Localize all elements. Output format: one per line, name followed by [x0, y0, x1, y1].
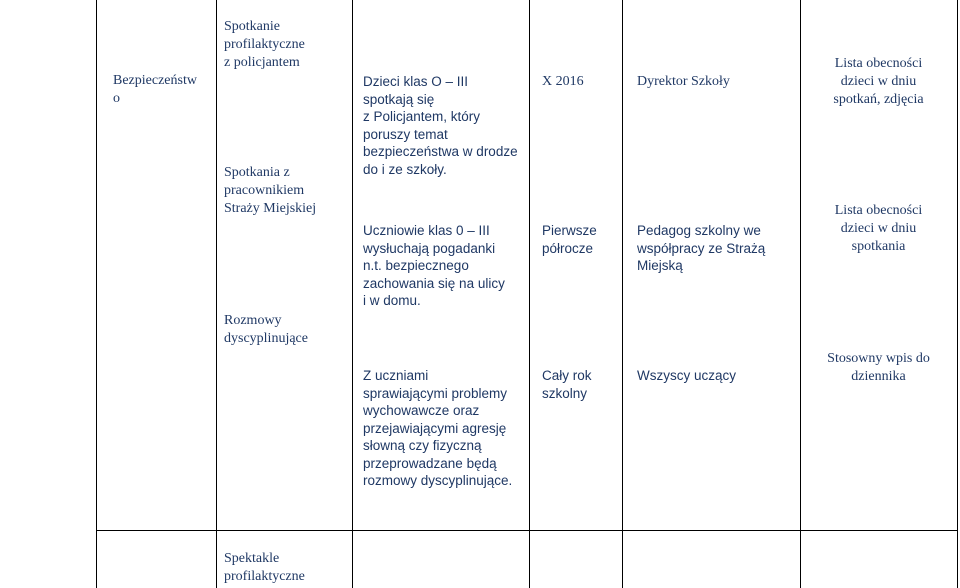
- responsible-cell-3: Wszyscy uczący: [637, 368, 737, 383]
- responsible-cell-1: Dyrektor Szkoły: [637, 74, 730, 89]
- time-cell-3: Cały rok szkolny: [542, 368, 592, 401]
- column-divider-4: [622, 0, 623, 588]
- area-cell: Bezpieczeństw o: [113, 73, 197, 106]
- column-divider-3: [529, 0, 530, 588]
- column-divider-2: [352, 0, 353, 588]
- description-cell-3: Z uczniami sprawiającymi problemy wychowawcze oraz przejawiającymi agresję słowną czy fizyczną przeprowadzane będą rozmowy dyscyplinujące.: [363, 368, 513, 488]
- table-border-left: [96, 0, 97, 588]
- evaluation-cell-2: Lista obecności dzieci w dniu spotkania: [834, 203, 923, 254]
- form-cell-1: Spotkanie profilaktyczne z policjantem: [224, 19, 305, 70]
- form-cell-next: Spektakle profilaktyczne: [224, 551, 305, 584]
- form-cell-2: Spotkania z pracownikiem Straży Miejskiej: [224, 165, 317, 216]
- time-cell-2: Pierwsze półrocze: [542, 223, 597, 256]
- description-cell-1: Dzieci klas O – III spotkają się z Policjantem, który poruszy temat bezpieczeństwa w drodze do i ze szkoły.: [363, 74, 518, 177]
- evaluation-cell-3: Stosowny wpis do dziennika: [827, 351, 930, 384]
- time-cell-1: X 2016: [542, 74, 584, 89]
- form-cell-3: Rozmowy dyscyplinujące: [224, 313, 308, 346]
- column-divider-1: [216, 0, 217, 588]
- evaluation-cell-1: Lista obecności dzieci w dniu spotkań, zdjęcia: [833, 56, 924, 107]
- table-border-right: [957, 0, 958, 588]
- responsible-cell-2: Pedagog szkolny we współpracy ze Strażą Miejską: [637, 223, 766, 273]
- row-divider: [96, 530, 958, 531]
- description-cell-2: Uczniowie klas 0 – III wysłuchają pogadanki n.t. bezpiecznego zachowania się na ulicy i w domu.: [363, 223, 505, 308]
